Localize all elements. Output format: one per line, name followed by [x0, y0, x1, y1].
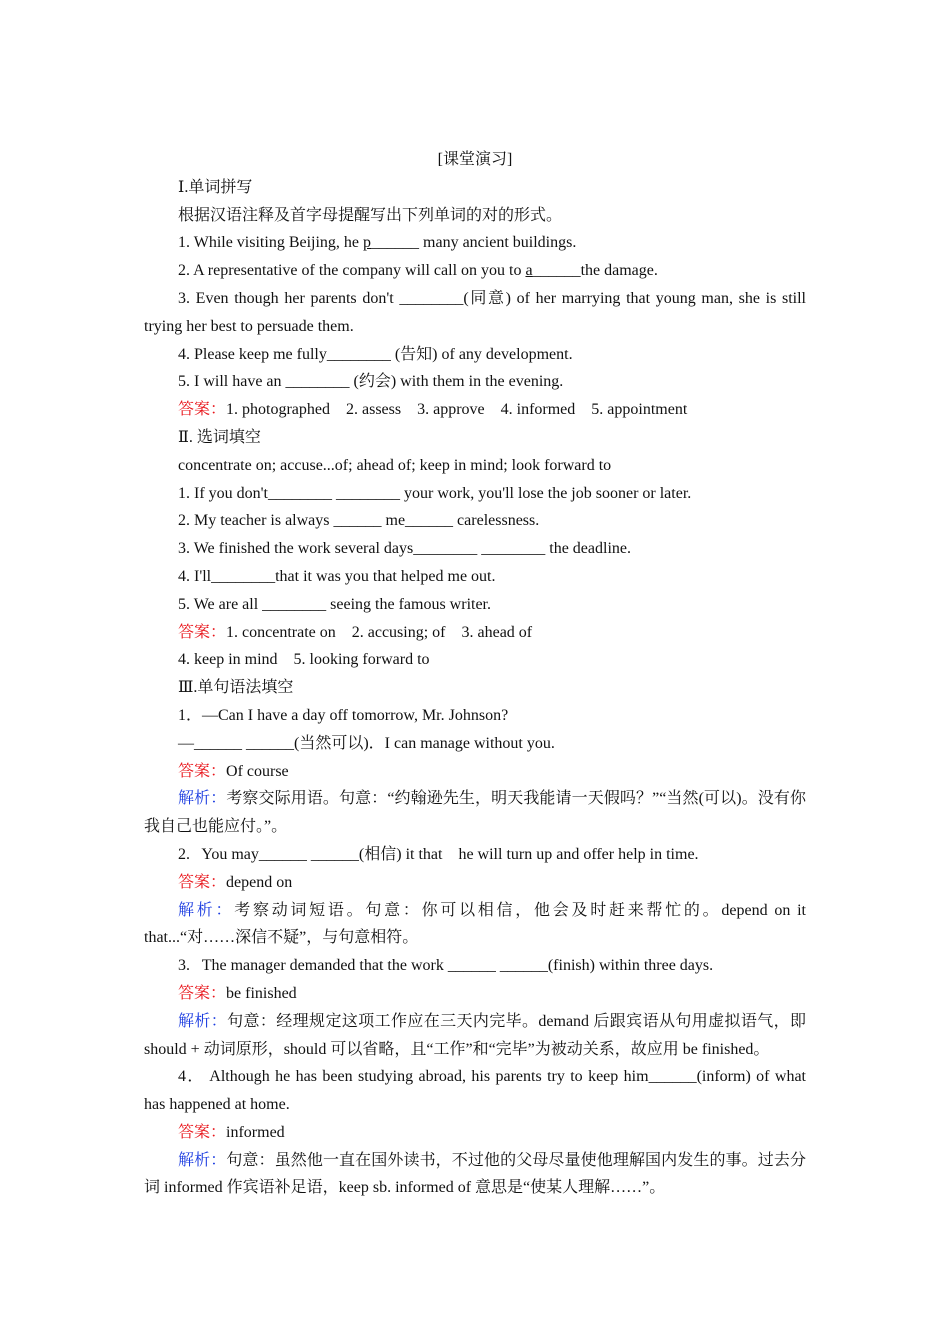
s3-question-1-line-2: —______ ______(当然可以)．I can manage without you. [178, 734, 555, 752]
s3-answer-4: 答案：informed [178, 1123, 285, 1141]
s1-question-5: 5. I will have an ________ (约会) with them in the evening. [178, 373, 564, 391]
s3-question-3: 3. The manager demanded that the work ______ ______(finish) within three days. [178, 957, 714, 975]
s3-answer-1: 答案：Of course [178, 762, 289, 780]
answer-label: 答案： [178, 762, 227, 780]
explanation-label: 解析： [178, 901, 235, 919]
s2-question-4: 4. I'll________that it was you that helped me out. [178, 567, 496, 585]
s2-question-1: 1. If you don't________ ________ your work, you'll lose the job sooner or later. [178, 484, 692, 502]
s3-explanation-3: 解析：句意：经理规定这项工作应在三天内完毕。demand 后跟宾语从句用虚拟语气，即 should + 动词原形，should 可以省略，且“工作”和“完毕”为被动关系，故应用 be finished。 [144, 1012, 806, 1058]
s3-question-4: 4． Although he has been studying abroad, his parents try to keep him______(inform) of what has happened at home. [144, 1068, 806, 1114]
s1-question-2: 2. A representative of the company will call on you to a______the damage. [178, 262, 658, 280]
s2-question-5: 5. We are all ________ seeing the famous writer. [178, 595, 491, 613]
s3-explanation-2: 解析：考察动词短语。句意：你可以相信，他会及时赶来帮忙的。depend on it that...“对……深信不疑”，与句意相符。 [144, 901, 806, 947]
answer-label: 答案： [178, 1123, 227, 1141]
s3-question-1-line-1: 1．—Can I have a day off tomorrow, Mr. Johnson? [178, 706, 509, 724]
s2-word-bank: concentrate on; accuse...of; ahead of; keep in mind; look forward to [178, 456, 612, 474]
section-1-heading: Ⅰ.单词拼写 [178, 178, 253, 196]
explanation-label: 解析： [178, 790, 227, 808]
s3-explanation-1: 解析：考察交际用语。句意：“约翰逊先生，明天我能请一天假吗？”“当然(可以)。没有你我自己也能应付。”。 [144, 790, 806, 836]
s1-question-1: 1. While visiting Beijing, he p______ many ancient buildings. [178, 234, 577, 252]
s3-answer-3: 答案：be finished [178, 984, 297, 1002]
explanation-label: 解析： [178, 1151, 227, 1169]
document-body [144, 146, 806, 1202]
answer-label: 答案： [178, 623, 227, 641]
s1-answer: 答案：1. photographed 2. assess 3. approve 4. informed 5. appointment [178, 401, 688, 419]
s1-question-3: 3. Even though her parents don't ________(同意) of her marrying that young man, she is still trying her best to persuade them. [144, 289, 806, 335]
section-1-instruction: 根据汉语注释及首字母提醒写出下列单词的对的形式。 [178, 206, 563, 224]
section-3-heading: Ⅲ.单句语法填空 [178, 679, 294, 697]
answer-label: 答案： [178, 984, 227, 1002]
s2-answer-continued: 4. keep in mind 5. looking forward to [178, 651, 430, 669]
answer-label: 答案： [178, 401, 227, 419]
section-2-heading: Ⅱ. 选词填空 [178, 428, 261, 446]
s3-explanation-4: 解析：句意：虽然他一直在国外读书，不过他的父母尽量使他理解国内发生的事。过去分词 informed 作宾语补足语，keep sb. informed of 意思是“使某人理解……”。 [144, 1151, 806, 1197]
s2-answer: 答案：1. concentrate on 2. accusing; of 3. ahead of [178, 623, 533, 641]
s3-answer-2: 答案：depend on [178, 873, 293, 891]
explanation-label: 解析： [178, 1012, 228, 1030]
s1-question-4: 4. Please keep me fully________ (告知) of any development. [178, 345, 573, 363]
s2-question-3: 3. We finished the work several days________ ________ the deadline. [178, 540, 631, 558]
answer-label: 答案： [178, 873, 227, 891]
section-title: [课堂演习] [437, 151, 513, 168]
s3-question-2: 2. You may______ ______(相信) it that he will turn up and offer help in time. [178, 845, 699, 863]
s2-question-2: 2. My teacher is always ______ me______ carelessness. [178, 512, 540, 530]
